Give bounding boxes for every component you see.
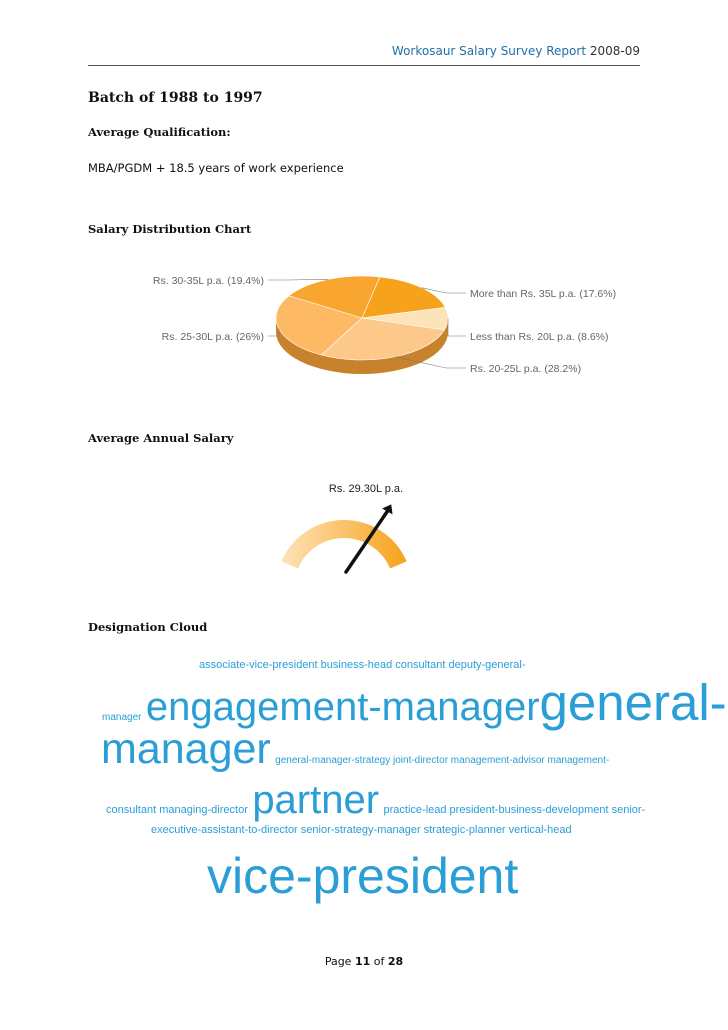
annual-salary-heading: Average Annual Salary <box>88 431 234 445</box>
page-number: 11 <box>354 955 371 968</box>
page-of: of <box>373 955 385 968</box>
salary-distribution-heading: Salary Distribution Chart <box>88 222 252 236</box>
salary-distribution-pie-chart <box>0 260 728 390</box>
batch-heading: Batch of 1988 to 1997 <box>88 90 263 106</box>
cloud-term: manager <box>101 725 271 773</box>
cloud-term: general- <box>539 674 727 731</box>
pie-slice-label: Rs. 25-30L p.a. (26%) <box>161 331 264 343</box>
cloud-term: engagement-manager <box>145 685 540 729</box>
page-footer <box>0 955 728 968</box>
report-header <box>392 44 640 58</box>
cloud-term: partner <box>252 778 380 822</box>
report-title: Workosaur Salary Survey Report <box>391 44 587 58</box>
report-year: 2008-09 <box>589 44 640 58</box>
pie-leader-line <box>268 279 328 280</box>
cloud-term: vice-president <box>207 848 519 904</box>
cloud-term: general-manager-strategy joint-director management-advisor management- <box>275 755 610 766</box>
pie-slice-label: Rs. 30-35L p.a. (19.4%) <box>152 275 264 287</box>
header-divider <box>88 65 640 66</box>
pie-slice-label: Rs. 20-25L p.a. (28.2%) <box>470 363 582 375</box>
page-prefix: Page <box>324 955 352 968</box>
gauge-value-label: Rs. 29.30L p.a. <box>328 483 404 495</box>
cloud-line-4 <box>106 780 645 820</box>
cloud-line-3 <box>101 725 610 773</box>
salary-gauge <box>0 470 728 580</box>
cloud-term: associate-vice-president business-head consultant deputy-general- <box>199 659 526 671</box>
pie-slice-label: Less than Rs. 20L p.a. (8.6%) <box>470 331 609 343</box>
page-total: 28 <box>387 955 404 968</box>
designation-cloud-heading: Designation Cloud <box>88 620 208 634</box>
cloud-line-5 <box>151 821 572 837</box>
qualification-value: MBA/PGDM + 18.5 years of work experience <box>88 161 344 175</box>
qualification-heading: Average Qualification: <box>88 125 231 139</box>
cloud-line-6 <box>207 848 519 904</box>
cloud-term: executive-assistant-to-director senior-strategy-manager strategic-planner vertical-head <box>151 824 572 836</box>
cloud-term: manager <box>102 712 142 723</box>
cloud-term: consultant managing-director <box>106 804 248 816</box>
cloud-line-1 <box>199 656 526 672</box>
gauge-arc <box>281 520 406 568</box>
cloud-term: practice-lead president-business-development senior- <box>383 804 646 816</box>
pie-leader-line <box>448 319 466 336</box>
cloud-line-2 <box>102 674 727 731</box>
pie-slice-label: More than Rs. 35L p.a. (17.6%) <box>470 288 617 300</box>
